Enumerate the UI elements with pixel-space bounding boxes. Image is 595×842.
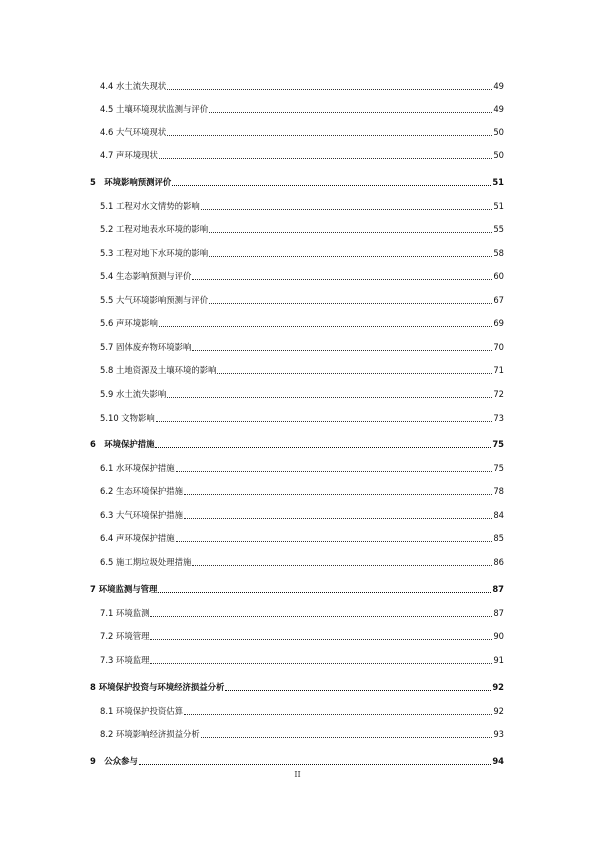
toc-section-entry[interactable]	[100, 315, 504, 329]
toc-entry-title: 9 公众参与	[90, 756, 138, 766]
toc-entry-title: 7.3 环境监理	[100, 655, 150, 665]
toc-section-entry[interactable]	[100, 268, 504, 282]
toc-section-entry[interactable]	[100, 554, 504, 568]
toc-entry-page-number: 75	[493, 463, 504, 473]
toc-entry-page-number: 92	[493, 706, 504, 716]
toc-section-entry[interactable]	[100, 221, 504, 235]
toc-dot-leader	[158, 591, 491, 593]
toc-entry-title: 8.1 环境保护投资估算	[100, 706, 183, 716]
toc-dot-leader	[150, 615, 492, 617]
toc-entry-page-number: 73	[493, 413, 504, 423]
toc-entry-title: 5.3 工程对地下水环境的影响	[100, 248, 209, 258]
toc-entry-title: 6.2 生态环境保护措施	[100, 486, 183, 496]
toc-dot-leader	[150, 638, 492, 640]
toc-section-entry[interactable]	[100, 362, 504, 376]
toc-dot-leader	[155, 446, 491, 448]
toc-chapter-entry[interactable]	[90, 679, 504, 693]
toc-entry-page-number: 86	[493, 557, 504, 567]
toc-section-entry[interactable]	[100, 245, 504, 259]
toc-dot-leader	[167, 396, 492, 398]
toc-entry-title: 7.1 环境监测	[100, 608, 150, 618]
toc-entry-title: 4.6 大气环境现状	[100, 127, 167, 137]
toc-section-entry[interactable]	[100, 339, 504, 353]
toc-section-entry[interactable]	[100, 652, 504, 666]
toc-entry-page-number: 87	[493, 608, 504, 618]
toc-dot-leader	[192, 278, 492, 280]
toc-entry-title: 4.5 土壤环境现状监测与评价	[100, 104, 209, 114]
toc-entry-title: 6.1 水环境保护措施	[100, 463, 175, 473]
toc-entry-page-number: 60	[493, 271, 504, 281]
toc-entry-title: 5.4 生态影响预测与评价	[100, 271, 192, 281]
toc-entry-page-number: 92	[492, 682, 504, 692]
toc-section-entry[interactable]	[100, 101, 504, 115]
toc-section-entry[interactable]	[100, 198, 504, 212]
toc-entry-page-number: 51	[493, 201, 504, 211]
toc-dot-leader	[209, 255, 492, 257]
toc-section-entry[interactable]	[100, 410, 504, 424]
toc-section-entry[interactable]	[100, 147, 504, 161]
toc-entry-title: 5.8 土地资源及土壤环境的影响	[100, 365, 217, 375]
toc-dot-leader	[184, 493, 492, 495]
toc-entry-page-number: 87	[492, 584, 504, 594]
toc-entry-title: 5.9 水土流失影响	[100, 389, 167, 399]
toc-entry-page-number: 84	[493, 510, 504, 520]
toc-entry-title: 5.1 工程对水文情势的影响	[100, 201, 200, 211]
toc-entry-title: 6.5 施工期垃圾处理措施	[100, 557, 192, 567]
toc-dot-leader	[167, 88, 492, 90]
toc-dot-leader	[184, 517, 492, 519]
toc-dot-leader	[159, 157, 492, 159]
toc-dot-leader	[139, 763, 492, 765]
toc-entry-title: 6 环境保护措施	[90, 439, 155, 449]
toc-section-entry[interactable]	[100, 703, 504, 717]
page-number: II	[294, 770, 301, 779]
toc-section-entry[interactable]	[100, 628, 504, 642]
toc-entry-page-number: 50	[493, 127, 504, 137]
toc-entry-page-number: 67	[493, 295, 504, 305]
toc-section-entry[interactable]	[100, 605, 504, 619]
toc-section-entry[interactable]	[100, 124, 504, 138]
toc-entry-page-number: 85	[493, 533, 504, 543]
toc-dot-leader	[172, 184, 491, 186]
toc-chapter-entry[interactable]	[90, 436, 504, 450]
toc-entry-page-number: 55	[493, 224, 504, 234]
toc-entry-title: 5.6 声环境影响	[100, 318, 158, 328]
toc-dot-leader	[209, 231, 492, 233]
toc-entry-title: 7.2 环境管理	[100, 631, 150, 641]
toc-entry-title: 5.7 固体废弃物环境影响	[100, 342, 192, 352]
toc-entry-page-number: 51	[492, 177, 504, 187]
toc-section-entry[interactable]	[100, 483, 504, 497]
toc-entry-title: 8 环境保护投资与环境经济损益分析	[90, 682, 225, 692]
toc-dot-leader	[176, 470, 493, 472]
toc-section-entry[interactable]	[100, 292, 504, 306]
toc-entry-page-number: 75	[492, 439, 504, 449]
toc-dot-leader	[159, 325, 492, 327]
toc-dot-leader	[192, 349, 492, 351]
toc-entry-title: 4.7 声环境现状	[100, 150, 158, 160]
toc-entry-title: 8.2 环境影响经济损益分析	[100, 729, 200, 739]
toc-chapter-entry[interactable]	[90, 753, 504, 767]
toc-entry-page-number: 58	[493, 248, 504, 258]
toc-entry-page-number: 49	[493, 104, 504, 114]
toc-entry-page-number: 90	[493, 631, 504, 641]
toc-chapter-entry[interactable]	[90, 581, 504, 595]
toc-section-entry[interactable]	[100, 78, 504, 92]
toc-entry-page-number: 50	[493, 150, 504, 160]
toc-entry-title: 5.5 大气环境影响预测与评价	[100, 295, 209, 305]
toc-entry-title: 5.10 文物影响	[100, 413, 155, 423]
toc-entry-page-number: 78	[493, 486, 504, 496]
toc-dot-leader	[225, 689, 491, 691]
toc-entry-title: 6.4 声环境保护措施	[100, 533, 175, 543]
toc-entry-title: 7 环境监测与管理	[90, 584, 158, 594]
toc-section-entry[interactable]	[100, 460, 504, 474]
toc-entry-page-number: 91	[493, 655, 504, 665]
toc-dot-leader	[150, 662, 492, 664]
toc-dot-leader	[201, 208, 493, 210]
toc-entry-page-number: 94	[492, 756, 504, 766]
toc-dot-leader	[176, 540, 493, 542]
toc-dot-leader	[184, 713, 492, 715]
toc-dot-leader	[209, 302, 492, 304]
toc-section-entry[interactable]	[100, 507, 504, 521]
toc-entry-page-number: 93	[493, 729, 504, 739]
toc-dot-leader	[209, 111, 492, 113]
toc-entry-page-number: 71	[493, 365, 504, 375]
toc-entry-page-number: 49	[493, 81, 504, 91]
toc-entry-title: 5 环境影响预测评价	[90, 177, 172, 187]
toc-dot-leader	[217, 372, 492, 374]
toc-entry-page-number: 70	[493, 342, 504, 352]
toc-chapter-entry[interactable]	[90, 174, 504, 188]
toc-entry-title: 5.2 工程对地表水环境的影响	[100, 224, 209, 234]
toc-dot-leader	[192, 564, 492, 566]
toc-entry-title: 6.3 大气环境保护措施	[100, 510, 183, 520]
toc-section-entry[interactable]	[100, 530, 504, 544]
toc-entry-title: 4.4 水土流失现状	[100, 81, 167, 91]
toc-dot-leader	[201, 736, 493, 738]
toc-dot-leader	[167, 134, 492, 136]
toc-section-entry[interactable]	[100, 726, 504, 740]
toc-dot-leader	[156, 420, 493, 422]
toc-entry-page-number: 69	[493, 318, 504, 328]
toc-entry-page-number: 72	[493, 389, 504, 399]
toc-section-entry[interactable]	[100, 386, 504, 400]
